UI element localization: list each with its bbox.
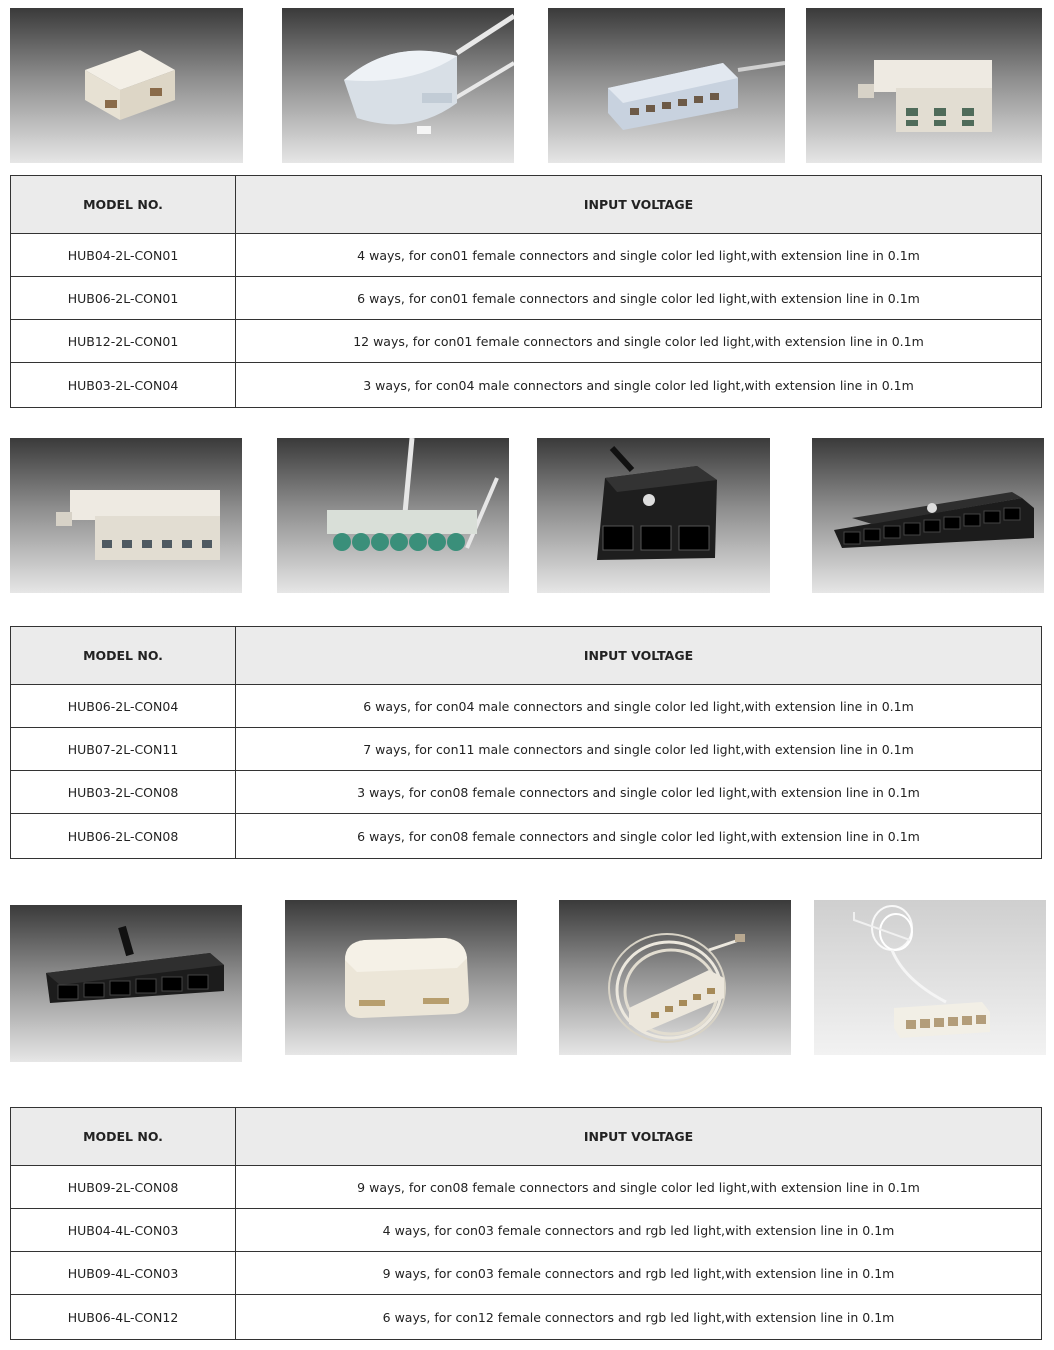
model-cell: HUB06-2L-CON01 [11,277,236,320]
description-cell: 7 ways, for con11 male connectors and single color led light,with extension line in 0.1m [236,728,1042,771]
model-cell: HUB03-2L-CON04 [11,363,236,408]
product-photo-hub-6way-cable [282,8,514,163]
column-header-model: MODEL NO. [11,1108,236,1166]
column-header-input-voltage: INPUT VOLTAGE [236,176,1042,234]
model-cell: HUB06-2L-CON04 [11,685,236,728]
description-cell: 3 ways, for con04 male connectors and single color led light,with extension line in 0.1m [236,363,1042,408]
model-cell: HUB04-4L-CON03 [11,1209,236,1252]
description-cell: 6 ways, for con01 female connectors and single color led light,with extension line in 0.1m [236,277,1042,320]
product-photo-hub-6way-coil [559,900,791,1055]
description-cell: 3 ways, for con08 female connectors and single color led light,with extension line in 0.1m [236,771,1042,814]
product-photo-hub-4way-box [285,900,517,1055]
model-cell: HUB06-4L-CON12 [11,1295,236,1340]
description-cell: 6 ways, for con12 female connectors and rgb led light,with extension line in 0.1m [236,1295,1042,1340]
description-cell: 12 ways, for con01 female connectors and single color led light,with extension line in 0.1m [236,320,1042,363]
spec-table-1 [10,175,1042,408]
product-photo-hub-9way-black [812,438,1044,593]
spec-table-3 [10,1107,1042,1340]
product-photo-hub-4way-white [10,8,243,163]
product-photo-hub-6way-black [10,905,242,1062]
product-photo-hub-3way-black [537,438,770,593]
description-cell: 9 ways, for con03 female connectors and rgb led light,with extension line in 0.1m [236,1252,1042,1295]
product-photo-hub-6way-white-cable [814,900,1046,1055]
column-header-input-voltage: INPUT VOLTAGE [236,1108,1042,1166]
product-photo-hub-12way-grey [548,8,785,163]
model-cell: HUB09-4L-CON03 [11,1252,236,1295]
column-header-model: MODEL NO. [11,627,236,685]
column-header-model: MODEL NO. [11,176,236,234]
product-photo-hub-7way-green [277,438,509,593]
spec-table-2 [10,626,1042,859]
description-cell: 6 ways, for con08 female connectors and single color led light,with extension line in 0.1m [236,814,1042,859]
model-cell: HUB07-2L-CON11 [11,728,236,771]
description-cell: 4 ways, for con03 female connectors and rgb led light,with extension line in 0.1m [236,1209,1042,1252]
model-cell: HUB09-2L-CON08 [11,1166,236,1209]
product-photo-hub-6way-tabbed [10,438,242,593]
column-header-input-voltage: INPUT VOLTAGE [236,627,1042,685]
model-cell: HUB06-2L-CON08 [11,814,236,859]
model-cell: HUB12-2L-CON01 [11,320,236,363]
model-cell: HUB04-2L-CON01 [11,234,236,277]
description-cell: 9 ways, for con08 female connectors and single color led light,with extension line in 0.1m [236,1166,1042,1209]
model-cell: HUB03-2L-CON08 [11,771,236,814]
description-cell: 4 ways, for con01 female connectors and single color led light,with extension line in 0.1m [236,234,1042,277]
product-photo-hub-3way-tabbed [806,8,1042,163]
description-cell: 6 ways, for con04 male connectors and single color led light,with extension line in 0.1m [236,685,1042,728]
